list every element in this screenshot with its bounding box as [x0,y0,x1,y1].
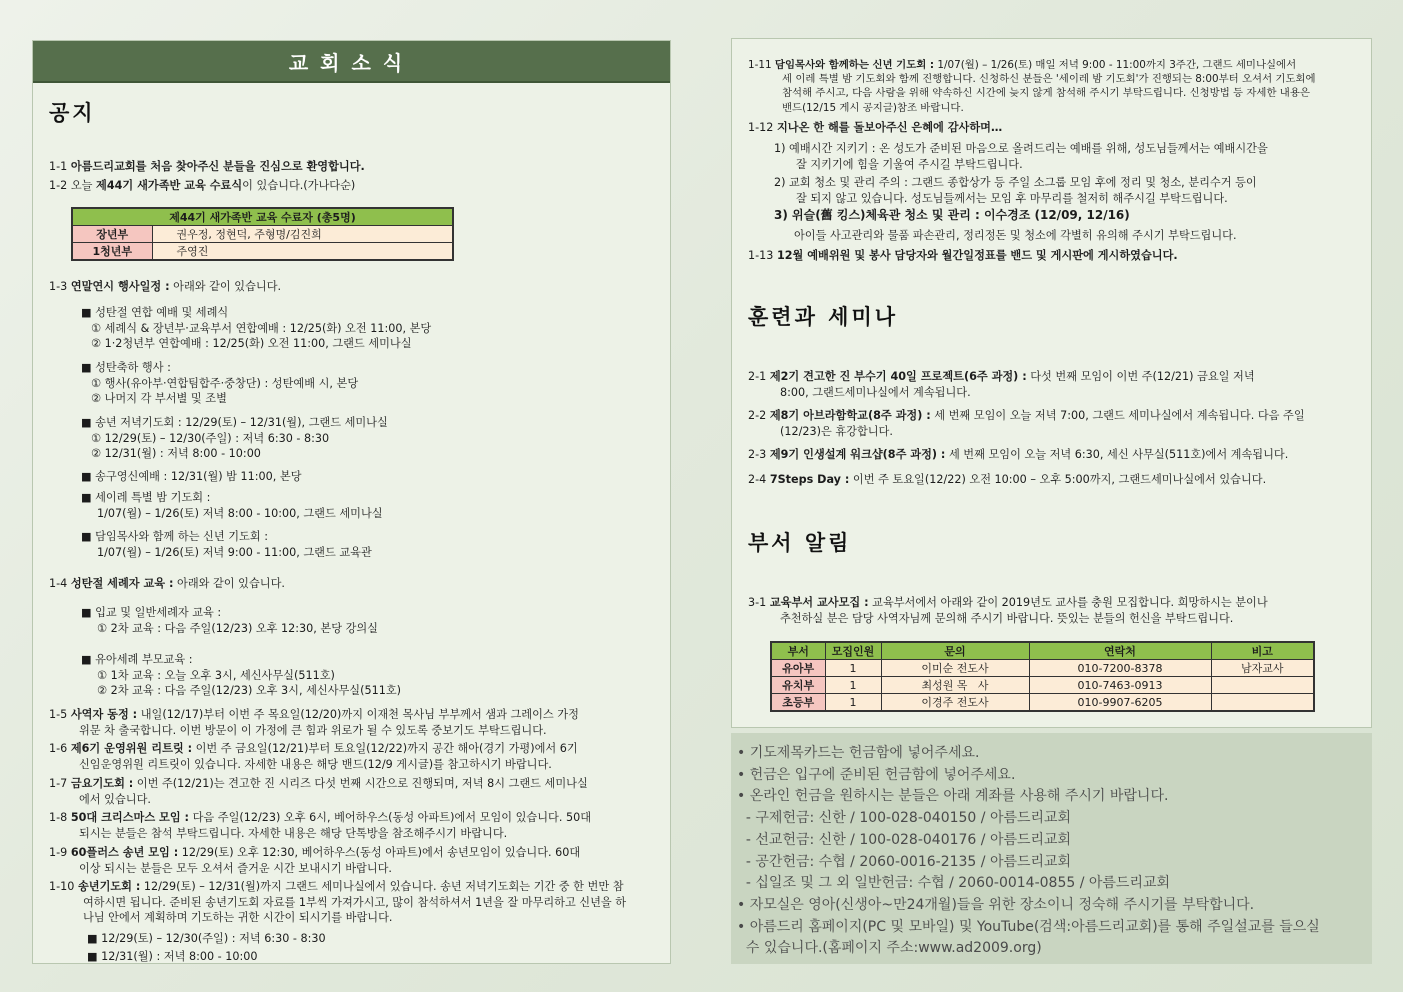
list-item: 수 있습니다.(홈페이지 주소:www.ad2009.org) [737,940,1042,957]
heading-training: 훈련과 세미나 [748,305,899,329]
list-item: • 온라인 헌금을 원하시는 분들은 아래 계좌를 사용해 주시기 바랍니다. [737,788,1169,805]
graduates-table-title: 제44기 새가족반 교육 수료자 (총5명) [72,208,453,226]
list-item: • 아름드리 홈페이지(PC 및 모바일) 및 YouTube(검색:아름드리교회)를 통해 주일설교를 들으실 [737,918,1320,935]
notice-1-12-item: 3) 위슬(舊 킹스)체육관 청소 및 관리 : 이수경조 (12/09, 12/16) [774,208,1130,222]
notice-1-3-item: ■ 담임목사와 함께 하는 신년 기도회 : 1/07(월) – 1/26(토) 저녁 9:00 - 11:00, 그랜드 교육관 [81,530,372,559]
notice-1-5: 1-5 사역자 동정 : 내일(12/17)부터 이번 주 목요일(12/20)까지 이재천 목사님 부부께서 샘과 그레이스 가정 위문 차 출국합니다. 이번 방문이 이 가정에 큰 힘과 위로가 될 수 있도록 중보기도 부탁드립니다. [49,708,579,737]
notice-1-3-item: ■ 성탄축하 행사 : ① 행사(유아부·연합팀합주·중창단) : 성탄예배 시, 본당 ② 나머지 각 부서별 및 조별 [81,361,359,405]
notice-1-3: 1-3 연말연시 행사일정 : 아래와 같이 있습니다. [49,280,282,293]
right-panel [731,38,1372,728]
notice-1-4-item: ■ 유아세례 부모교육 : ① 1차 교육 : 오늘 오후 3시, 세신사무실(511호) ② 2차 교육 : 다음 주일(12/23) 오후 3시, 세신사무실(511호) [81,653,402,697]
notice-1-3-item: ■ 세이레 특별 밤 기도회 : 1/07(월) – 1/26(토) 저녁 8:00 - 10:00, 그랜드 세미나실 [81,491,383,520]
notice-1-4-item: ■ 입교 및 일반세례자 교육 : ① 2차 교육 : 다음 주일(12/23) 오후 12:30, 본당 강의실 [81,606,378,635]
notice-1-10: 1-10 송년기도회 : 12/29(토) – 12/31(월)까지 그랜드 세미나실에서 있습니다. 송년 저녁기도회는 기간 중 한 번만 참 여하시면 됩니다. 준비된 송년기도회 자료를 1부씩 가져가시고, 많이 참석하셔서 1년을 잘 마무리하고 신년을 하 나님 안에서 계획하며 기도하는 귀한 시간이 되시기를 바랍니다. [49,880,627,924]
list-item: - 구제헌금: 신한 / 100-028-040150 / 아름드리교회 [737,810,1072,827]
table-row: 유아부 1 이미순 전도사 010-7200-8378 남자교사 [771,660,1314,677]
table-row: 장년부 권우정, 정현덕, 주형명/김진희 [72,226,453,243]
list-item: - 공간헌금: 수협 / 2060-0016-2135 / 아름드리교회 [737,853,1072,870]
list-item: - 선교헌금: 신한 / 100-028-040176 / 아름드리교회 [737,831,1072,848]
notice-1-6: 1-6 제6기 운영위원 리트릿 : 이번 주 금요일(12/21)부터 토요일(12/22)까지 공간 해아(경기 가평)에서 6기 신임운영위원 리트릿이 있습니다. 자세한 내용은 해당 밴드(12/9 게시글)를 참고하시기 바랍니다. [49,742,578,771]
heading-notice: 공지 [49,101,96,125]
graduates-table [71,207,454,261]
notice-1-10-sub: ■ 12/29(토) – 12/30(주일) : 저녁 6:30 - 8:30 [87,932,326,945]
notice-1-4: 1-4 성탄절 세례자 교육 : 아래와 같이 있습니다. [49,577,285,590]
notice-1-2: 1-2 오늘 제44기 새가족반 교육 수료식이 있습니다.(가나다순) [49,179,356,192]
table-row: 유치부 1 최성원 목 사 010-7463-0913 [771,677,1314,694]
notice-1-3-item: ■ 성탄절 연합 예배 및 세례식 ① 세례식 & 장년부·교육부서 연합예배 : 12/25(화) 오전 11:00, 본당 ② 1·2청년부 연합예배 : 12/25(화) 오전 11:00, 그랜드 세미나실 [81,306,432,350]
notice-3-1: 3-1 교육부서 교사모집 : 교육부서에서 아래와 같이 2019년도 교사를 충원 모집합니다. 희망하시는 분이나 추천하실 분은 담당 사역자님께 문의해 주시기 바랍니다. 뜻있는 분들의 헌신을 부탁드립니다. [748,596,1268,625]
notice-1-12: 1-12 지나온 한 해를 돌보아주신 은혜에 감사하며… [748,121,1003,134]
banner-title: 교회소식 [33,41,670,83]
notice-1-12-item: 아이들 사고관리와 물품 파손관리, 정리정돈 및 청소에 각별히 유의해 주시기 부탁드립니다. [794,229,1237,242]
notice-1-9: 1-9 60플러스 송년 모임 : 12/29(토) 오후 12:30, 베어하우스(동성 아파트)에서 송년모임이 있습니다. 60대 이상 되시는 분들은 모두 오셔서 즐거운 시간 보내시기 바랍니다. [49,846,581,875]
notice-2-2: 2-2 제8기 아브라함학교(8주 과정) : 세 번째 모임이 오늘 저녁 7:00, 그랜드 세미나실에서 계속됩니다. 다음 주일 (12/23)은 휴강합니다. [748,409,1305,438]
heading-departments: 부서 알림 [748,531,852,555]
left-panel [32,40,671,964]
list-item: • 자모실은 영아(신생아~만24개월)들을 위한 장소이니 정숙해 주시기를 부탁합니다. [737,896,1255,913]
table-row: 초등부 1 이경주 전도사 010-9907-6205 [771,694,1314,712]
notice-1-12-item: 2) 교회 청소 및 관리 주의 : 그랜드 종합상가 등 주일 소그룹 모임 후에 정리 및 청소, 분리수거 등이 잘 되지 않고 있습니다. 성도님들께서는 모임 후 마무리를 철저히 해주시길 부탁드립니다. [774,176,1257,205]
notice-1-3-item: ■ 송년 저녁기도회 : 12/29(토) – 12/31(월), 그랜드 세미나실 ① 12/29(토) – 12/30(주일) : 저녁 6:30 - 8:30 ② 12/31(월) : 저녁 8:00 - 10:00 [81,416,388,460]
notice-2-1: 2-1 제2기 견고한 진 부수기 40일 프로젝트(6주 과정) : 다섯 번째 모임이 이번 주(12/21) 금요일 저녁 8:00, 그랜드세미나실에서 계속됩니다. [748,370,1255,399]
notice-1-13: 1-13 12월 예배위원 및 봉사 담당자와 월간일정표를 밴드 및 게시판에 게시하였습니다. [748,249,1178,262]
notice-1-10-sub: ■ 12/31(월) : 저녁 8:00 - 10:00 [87,950,258,963]
list-item: • 헌금은 입구에 준비된 헌금함에 넣어주세요. [737,766,1016,783]
notice-1-8: 1-8 50대 크리스마스 모임 : 다음 주일(12/23) 오후 6시, 베어하우스(동성 아파트)에서 모임이 있습니다. 50대 되시는 분들은 참석 부탁드립니다. 자세한 내용은 해당 단톡방을 참조해주시기 바랍니다. [49,811,591,840]
table-header-row: 부서 모집인원 문의 연락처 비고 [771,642,1314,660]
list-item: • 기도제목카드는 헌금함에 넣어주세요. [737,745,980,761]
notice-1-12-item: 1) 예배시간 지키기 : 온 성도가 준비된 마음으로 올려드리는 예배를 위해, 성도님들께서는 예배시간을 잘 지키기에 힘을 기울여 주시길 부탁드립니다. [774,142,1268,171]
notice-1-11: 1-11 담임목사와 함께하는 신년 기도회 : 1/07(월) – 1/26(토) 매일 저녁 9:00 - 11:00까지 3주간, 그랜드 세미나실에서 세 이레 특별 밤 기도회와 함께 진행합니다. 신청하신 분들은 '세이레 밤 기도회'가 진행되는 8:00부터 오셔서 기도회에 참석해 주시고, 다음 사람을 위해 약속하신 시간에 늦지 않게 참석해 주시기 부탁드립니다. 신청방법 등 자세한 내용은 밴드(12/15 게시 공지글)참조 바랍니다. [748,59,1316,114]
notice-1-7: 1-7 금요기도회 : 이번 주(12/21)는 견고한 진 시리즈 다섯 번째 시간으로 진행되며, 저녁 8시 그랜드 세미나실 에서 있습니다. [49,777,588,806]
list-item: - 십일조 및 그 외 일반헌금: 수협 / 2060-0014-0855 / 아름드리교회 [737,875,1171,892]
notice-2-3: 2-3 제9기 인생설계 워크샵(8주 과정) : 세 번째 모임이 오늘 저녁 6:30, 세신 사무실(511호)에서 계속됩니다. [748,448,1289,461]
teacher-table [770,641,1315,712]
notice-1-3-item: ■ 송구영신예배 : 12/31(월) 밤 11:00, 본당 [81,470,302,483]
info-list [737,743,1320,960]
notice-1-1: 1-1 아름드리교회를 처음 찾아주신 분들을 진심으로 환영합니다. [49,160,365,173]
notice-2-4: 2-4 7Steps Day : 이번 주 토요일(12/22) 오전 10:00 – 오후 5:00까지, 그랜드세미나실에서 있습니다. [748,473,1267,486]
table-row: 1청년부 주영진 [72,243,453,261]
info-panel [731,733,1372,964]
